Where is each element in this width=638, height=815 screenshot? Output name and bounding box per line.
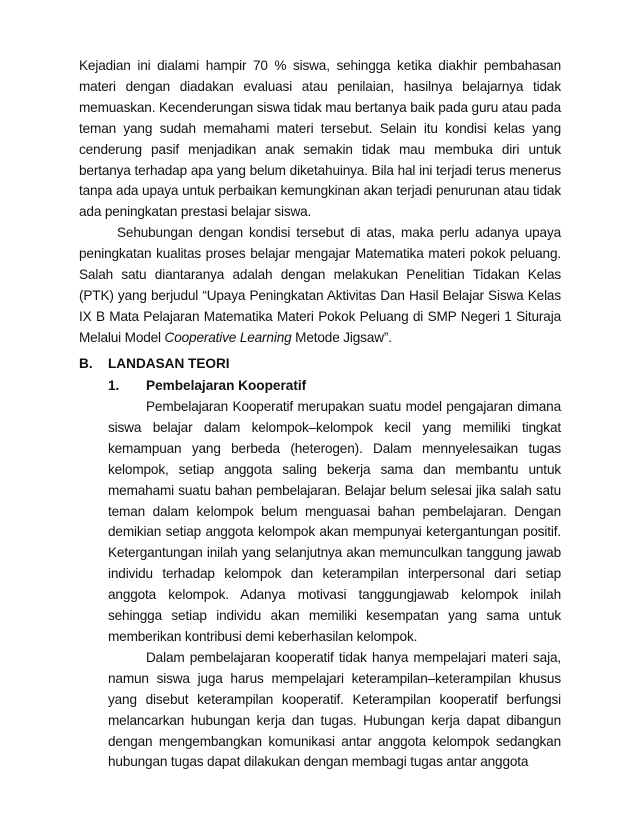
subsection-1-body (108, 397, 561, 773)
intro-section (79, 56, 561, 349)
intro-paragraph-2-text: Sehubungan dengan kondisi tersebut di atas, maka perlu adanya upaya peningkatan kualitas proses belajar mengajar Matematika materi pokok peluang. Salah satu diantaranya adalah dengan melakukan Penelitian Tidakan Kelas (PTK) yang berjudul “Upaya Peningkatan Aktivitas Dan Hasil Belajar Siswa Kelas IX B Mata Pelajaran Matematika Materi Pokok Peluang di SMP Negeri 1 Situraja Melalui Model (79, 225, 561, 345)
section-b-title: LANDASAN TEORI (108, 356, 230, 371)
intro-paragraph-2-italic: Cooperative Learning (164, 329, 292, 345)
subsection-1-heading (108, 376, 561, 397)
subsection-1-number: 1. (108, 378, 120, 393)
subsection-1-paragraph-2: Dalam pembelajaran kooperatif tidak hanya mempelajari materi saja, namun siswa juga harus mempelajari keterampilan–keterampilan khusus yang disebut keterampilan kooperatif. Keterampilan kooperatif berfungsi melancarkan hubungan kerja dan tugas. Hubungan kerja dapat dibangun dengan mengembangkan komunikasi antar anggota kelompok sedangkan hubungan tugas dapat dilakukan dengan membagi tugas antar anggota (108, 649, 561, 770)
subsection-1-title: Pembelajaran Kooperatif (146, 378, 307, 393)
intro-paragraph-2 (79, 223, 561, 348)
intro-paragraph-2-end: Metode Jigsaw”. (291, 329, 392, 345)
section-b-letter: B. (79, 356, 93, 371)
subsection-1-paragraph-1: Pembelajaran Kooperatif merupakan suatu model pengajaran dimana siswa belajar dalam kelompok–kelompok kecil yang memiliki tingkat kemampuan yang berbeda (heterogen). Dalam mennyelesaikan tugas kelompok, setiap anggota saling bekerja sama dan membantu untuk memahami suatu bahan pembelajaran. Belajar belum selesai jika salah satu teman dalam kelompok belum menguasai bahan pembelajaran. Dengan demikian setiap anggota kelompok akan mempunyai ketergantungan positif. Ketergantungan inilah yang selanjutnya akan memunculkan tanggung jawab individu terhadap kelompok dan keterampilan interpersonal dari setiap anggota kelompok. Adanya motivasi tanggungjawab kelompok inilah sehingga setiap individu akan memiliki kesempatan yang sama untuk memberikan kontribusi demi keberhasilan kelompok. (108, 399, 561, 644)
section-b-heading (79, 354, 561, 375)
intro-paragraph-1: Kejadian ini dialami hampir 70 % siswa, sehingga ketika diakhir pembahasan materi dengan diadakan evaluasi atau penilaian, hasilnya belajarnya tidak memuaskan. Kecenderungan siswa tidak mau bertanya baik pada guru atau pada teman yang sudah memahami materi tersebut. Selain itu kondisi kelas yang cenderung pasif menjadikan anak semakin tidak mau membuka diri untuk bertanya terhadap apa yang belum diketahuinya. Bila hal ini terjadi terus menerus tanpa ada upaya untuk perbaikan kemungkinan akan terjadi penurunan atau tidak ada peningkatan prestasi belajar siswa. (79, 58, 561, 220)
